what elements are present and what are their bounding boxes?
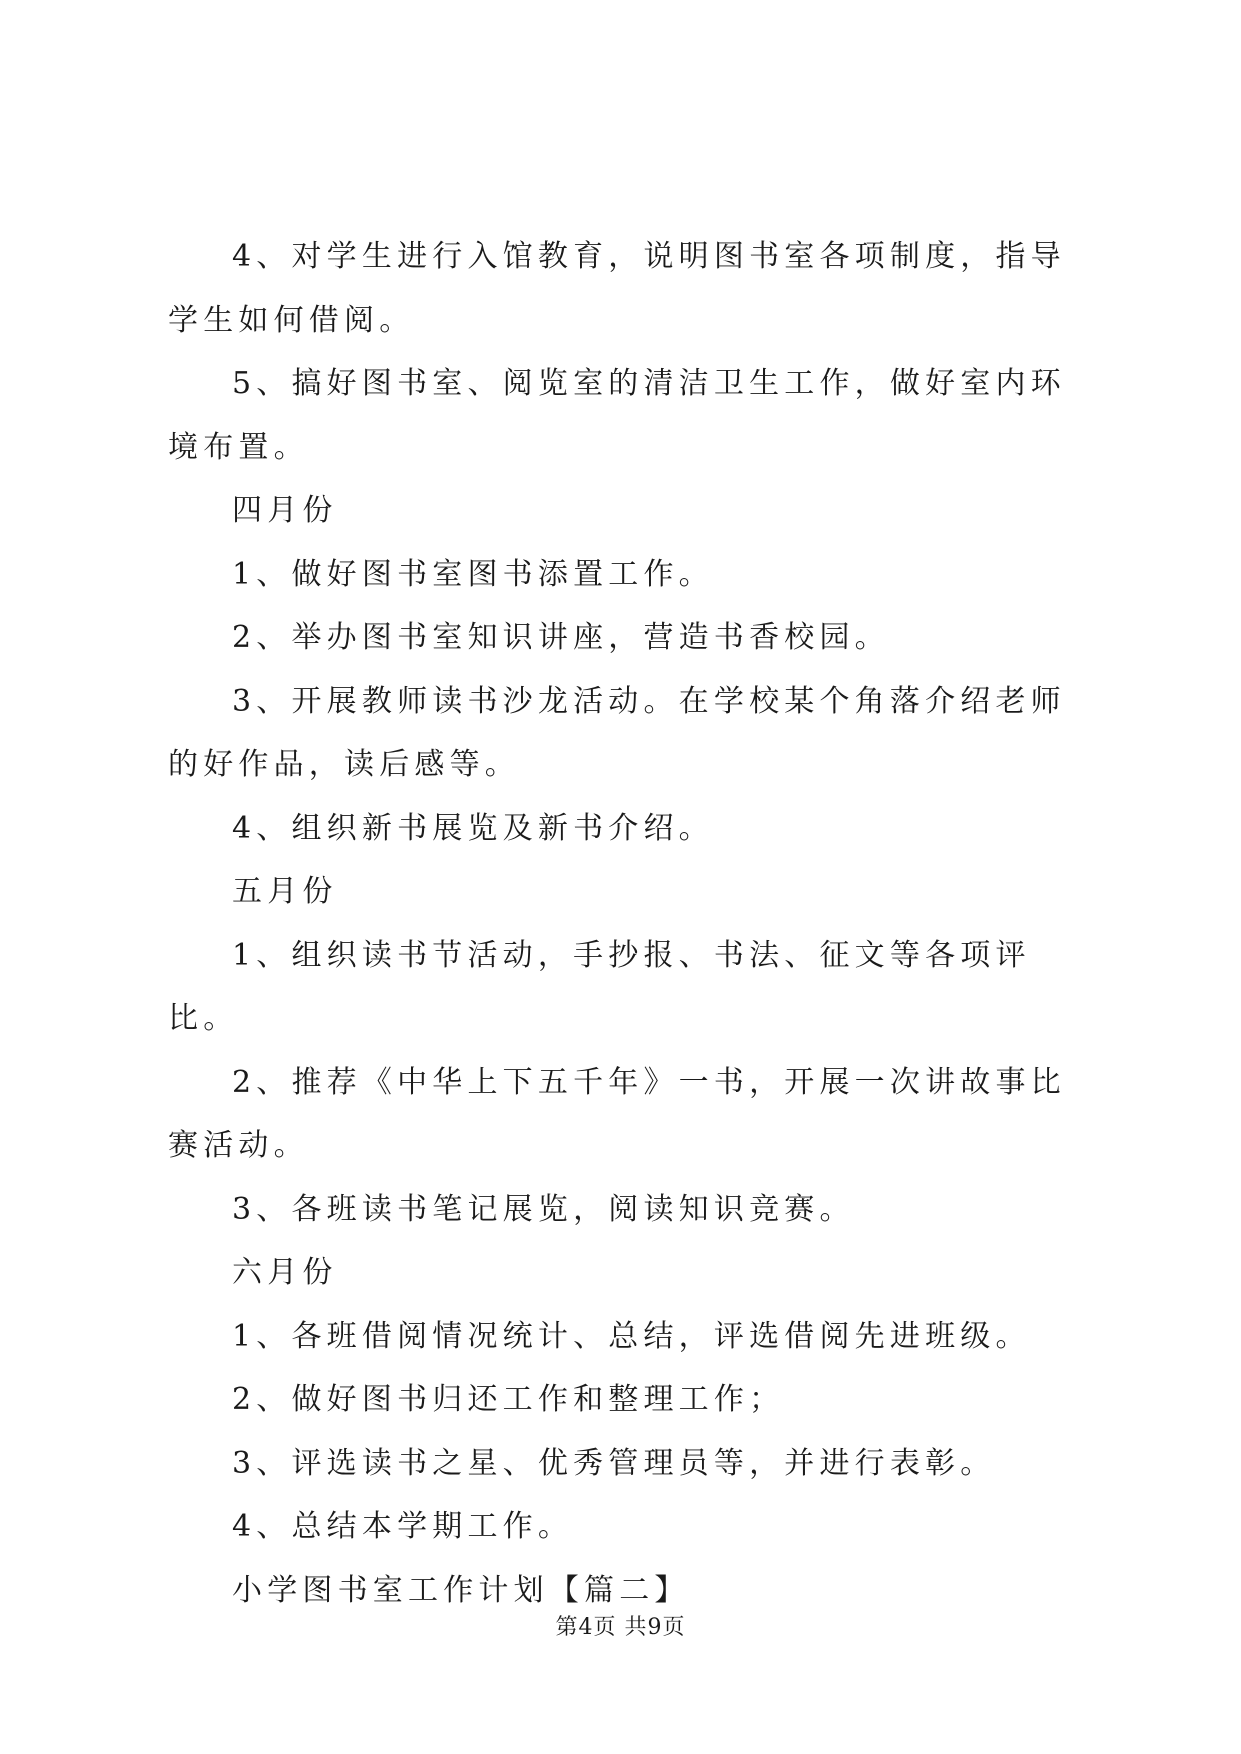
section-heading-june: 六月份 bbox=[232, 1255, 338, 1290]
paragraph-april-1: 1、做好图书室图书添置工作。 bbox=[232, 556, 714, 592]
paragraph-april-4: 4、组织新书展览及新书介绍。 bbox=[232, 810, 714, 846]
paragraph-june-3: 3、评选读书之星、优秀管理员等，并进行表彰。 bbox=[232, 1445, 996, 1481]
paragraph-june-1: 1、各班借阅情况统计、总结，评选借阅先进班级。 bbox=[232, 1318, 1031, 1354]
paragraph-intro-education: 4、对学生进行入馆教育，说明图书室各项制度，指导学生如何借阅。 bbox=[168, 239, 1066, 338]
paragraph-may-3: 3、各班读书笔记展览，阅读知识竞赛。 bbox=[232, 1191, 855, 1227]
section-heading-may: 五月份 bbox=[232, 874, 338, 909]
paragraph-june-2: 2、做好图书归还工作和整理工作； bbox=[232, 1382, 785, 1417]
paragraph-may-2: 2、推荐《中华上下五千年》一书，开展一次讲故事比赛活动。 bbox=[168, 1064, 1066, 1163]
paragraph-april-2: 2、举办图书室知识讲座，营造书香校园。 bbox=[232, 620, 890, 655]
page-number-footer: 第4页 共9页 bbox=[555, 1615, 686, 1640]
document-body bbox=[168, 225, 1088, 1622]
paragraph-cleaning: 5、搞好图书室、阅览室的清洁卫生工作，做好室内环境布置。 bbox=[168, 366, 1066, 465]
paragraph-june-4: 4、总结本学期工作。 bbox=[232, 1509, 574, 1544]
document-section-title: 小学图书室工作计划【篇二】 bbox=[232, 1572, 690, 1608]
paragraph-may-1: 1、组织读书节活动，手抄报、书法、征文等各项评比。 bbox=[168, 937, 1031, 1036]
paragraph-april-3: 3、开展教师读书沙龙活动。在学校某个角落介绍老师的好作品，读后感等。 bbox=[168, 683, 1066, 782]
section-heading-april: 四月份 bbox=[232, 493, 338, 528]
